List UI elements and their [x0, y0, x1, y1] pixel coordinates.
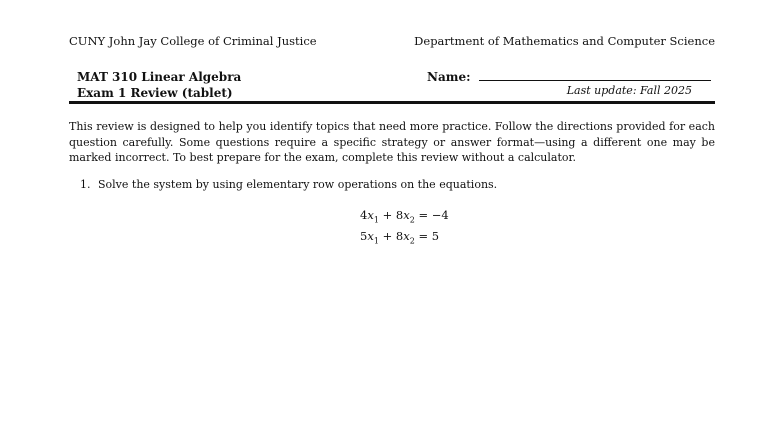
equation-system	[360, 207, 449, 250]
course-title: MAT 310 Linear Algebra	[77, 70, 242, 84]
department-name: Department of Mathematics and Computer Science	[414, 34, 715, 48]
course-block	[77, 69, 241, 101]
equation-1: $4x_1 + 8x_2 = -4$	[360, 208, 449, 225]
question-number: 1.	[80, 178, 91, 191]
name-label: Name:	[427, 70, 471, 84]
institution-name: CUNY John Jay College of Criminal Justice	[69, 34, 317, 48]
question-text: Solve the system by using elementary row operations on the equations.	[98, 178, 498, 191]
name-field	[427, 69, 711, 84]
header-divider	[69, 101, 715, 104]
last-update: Last update: Fall 2025	[566, 84, 692, 97]
name-blank-line	[479, 69, 711, 81]
intro-paragraph: This review is designed to help you identify topics that need more practice. Follow the directions provided for each question carefully. Some questions require a specific strategy or answer format—using a different one may be marked incorrect. To best prepare for the exam, complete this review without a calculator.	[69, 120, 715, 164]
exam-title: Exam 1 Review (tablet)	[77, 86, 233, 100]
equation-2: $5x_1 + 8x_2 = 5$	[360, 229, 440, 246]
